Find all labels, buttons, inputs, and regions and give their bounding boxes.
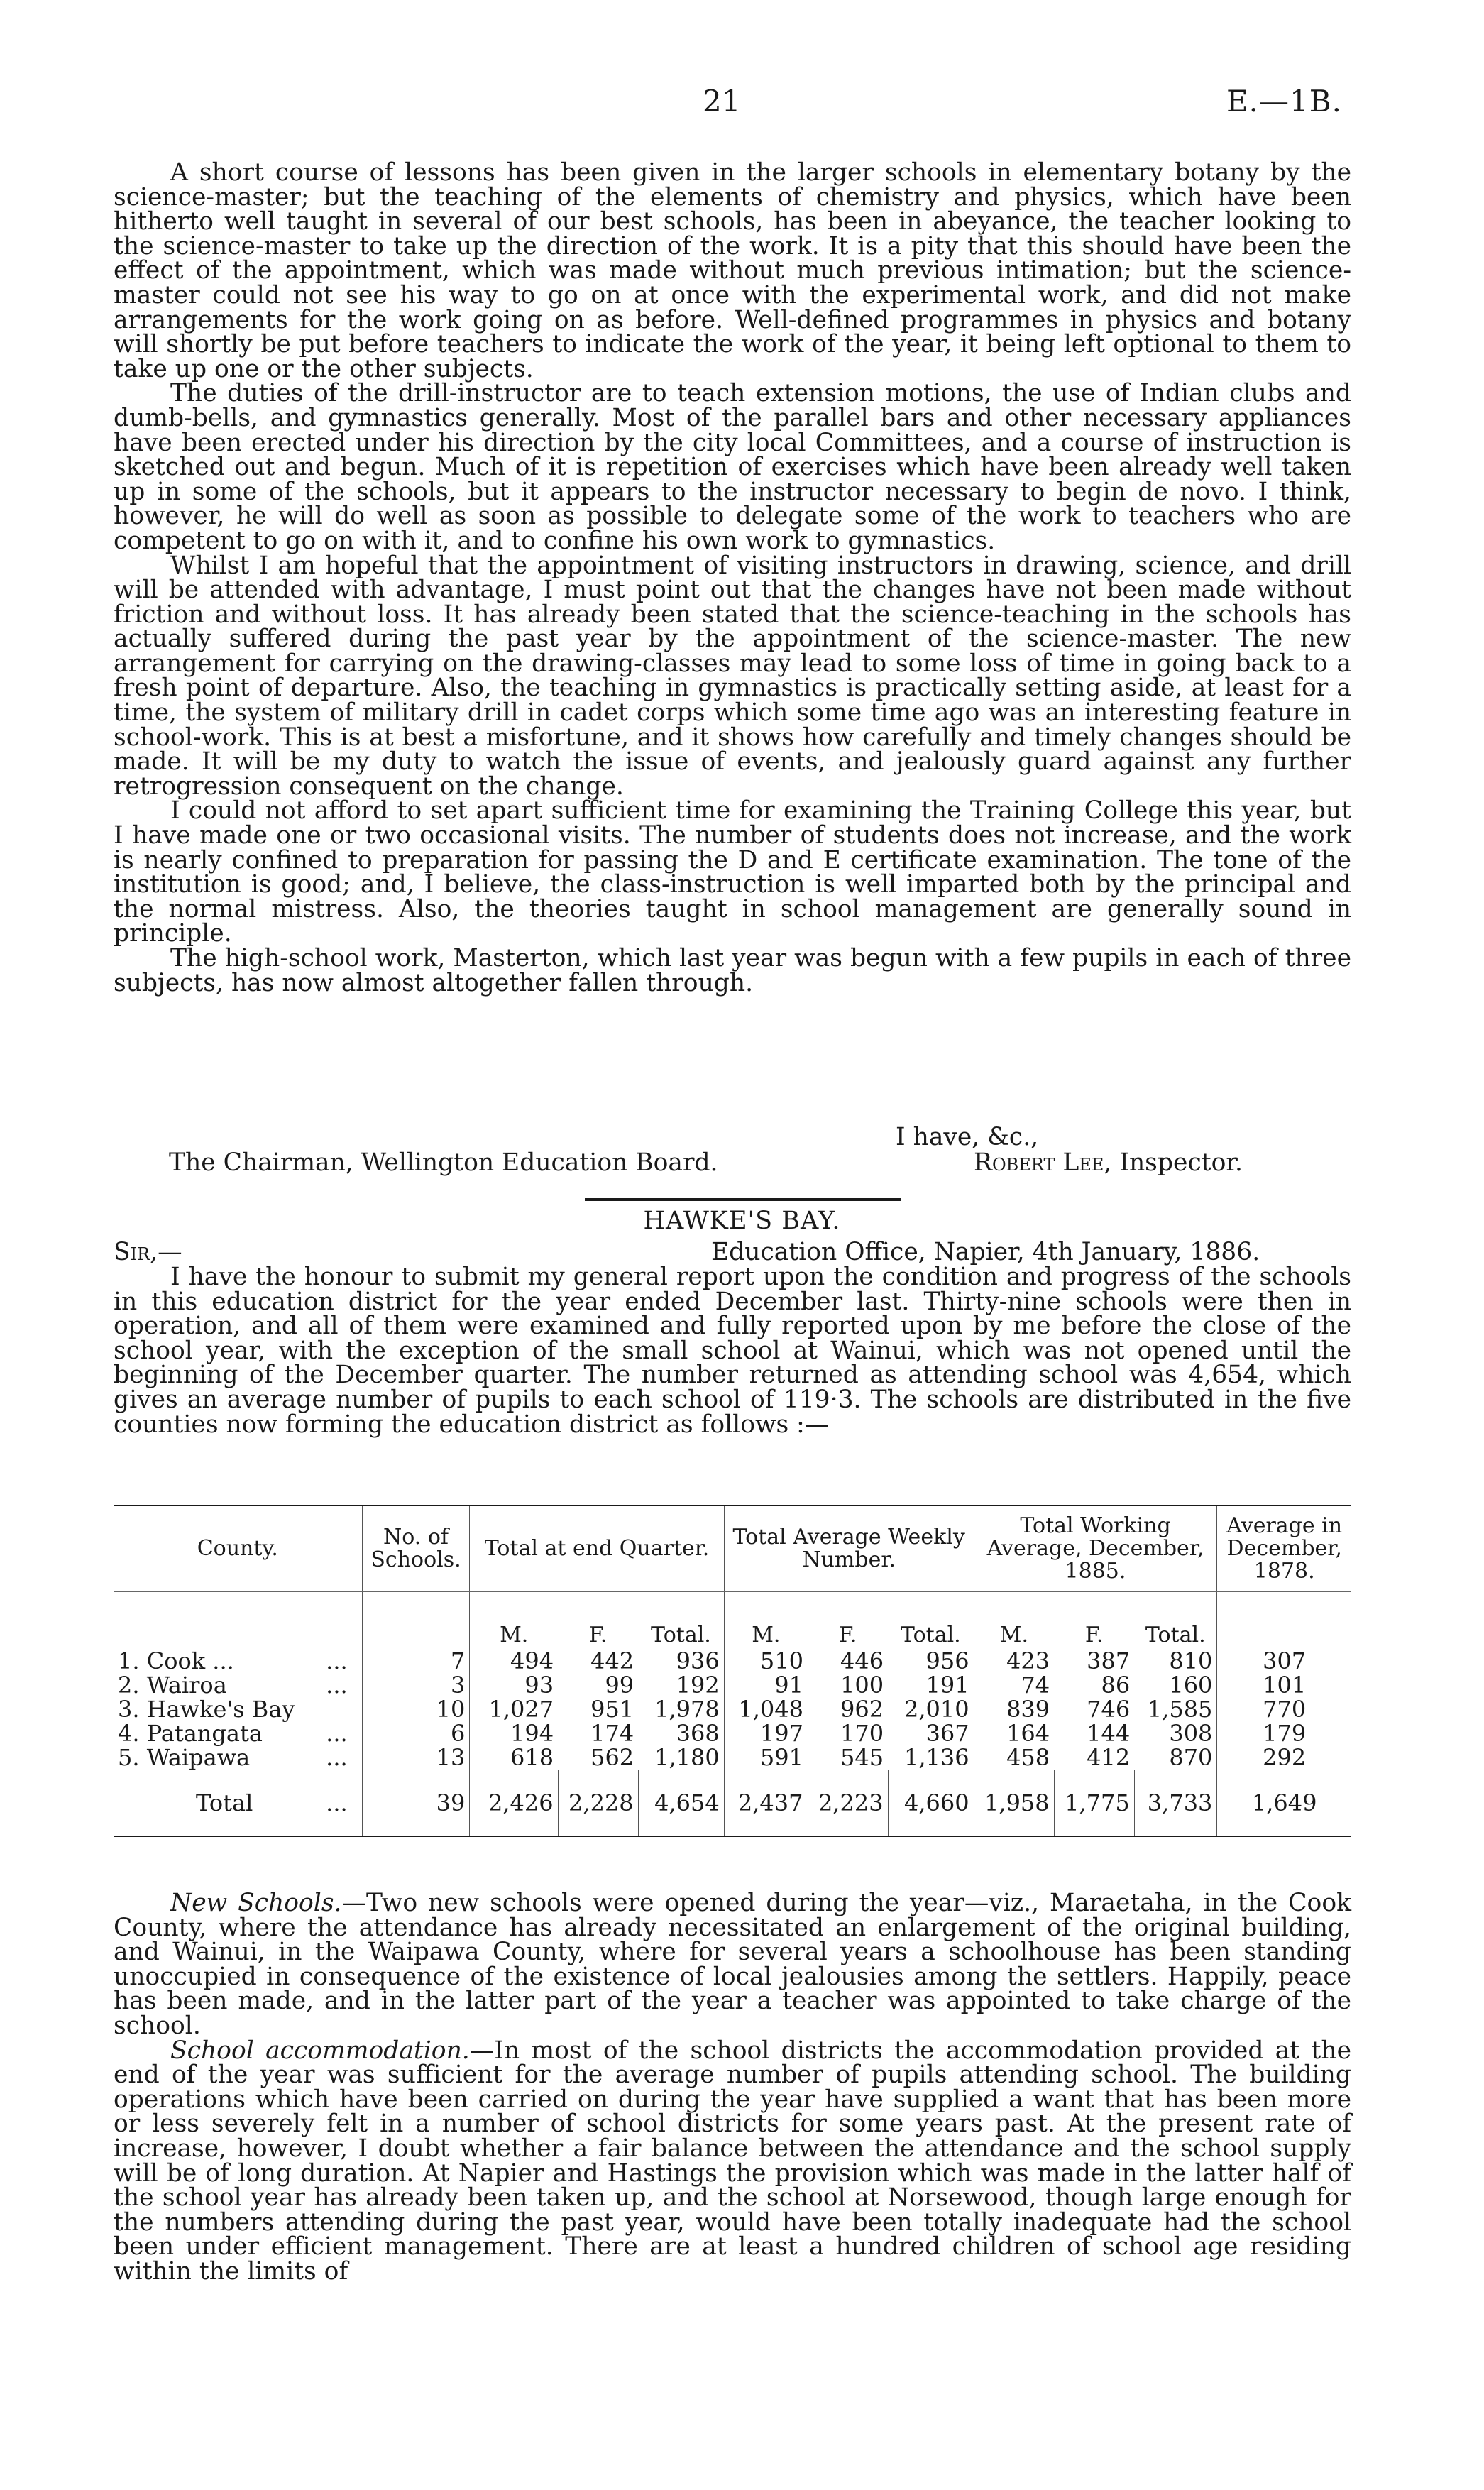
cell-average-1878: 292 [1217, 1745, 1351, 1770]
total-quarter-f: 2,228 [558, 1770, 638, 1837]
leader-dots: ... [326, 1647, 348, 1674]
header-working-average: Total Working Average, December, 1885. [974, 1505, 1217, 1592]
total-working-f: 1,775 [1054, 1770, 1134, 1837]
table-row [114, 1697, 1351, 1721]
cell-weekly-m: 91 [724, 1673, 808, 1697]
cell-working-f: 746 [1087, 1696, 1131, 1723]
cell-quarter-m: 618 [470, 1745, 558, 1770]
cell-working-f: 144 [1087, 1720, 1131, 1747]
cell-working-f: 412 [1087, 1744, 1131, 1771]
leader-dots: ... [326, 1789, 348, 1816]
cell-average-1878: 101 [1217, 1673, 1351, 1697]
cell-quarter-m: 1,027 [470, 1697, 558, 1721]
leader-dots: ... [326, 1672, 348, 1699]
table-row [114, 1745, 1351, 1770]
page-number: 21 [703, 84, 741, 119]
cell-schools: 10 [362, 1697, 470, 1721]
cell-weekly-m: 510 [724, 1649, 808, 1673]
total-working-total: 3,733 [1134, 1770, 1217, 1837]
closing-salutation: I have, &c., [896, 1123, 1039, 1151]
paragraph-science-teaching: A short course of lessons has been given in the larger schools in elementary botany by the science-master; but the teaching of the elements of chemistry and physics, which have been hitherto well taught in several of our best schools, has been in abeyance, the teacher looking to the science-master to take up the direction of the work. It is a pity that this should have been the effect of the appointment, which was made without much previous intimation; but the science-master could not see his way to go on at once with the experimental work, and did not make arrangements for the work going on as before. Well-defined programmes in physics and botany will shortly be put before teachers to indicate the work of the year, it being left optional to them to take up one or the other subjects. [114, 158, 1351, 383]
table-row [114, 1649, 1351, 1673]
table-row [114, 1673, 1351, 1697]
cell-quarter-total: 1,978 [654, 1696, 720, 1723]
subheader-m: M. [974, 1592, 1054, 1650]
total-weekly-f: 2,223 [808, 1770, 888, 1837]
cell-working-m: 839 [974, 1697, 1054, 1721]
cell-weekly-f: 100 [840, 1672, 884, 1699]
table-row [114, 1721, 1351, 1745]
cell-schools: 7 [362, 1649, 470, 1673]
county-name: 5. Waipawa [118, 1744, 251, 1771]
signer-title: , Inspector. [1104, 1148, 1243, 1177]
cell-quarter-f: 951 [590, 1696, 634, 1723]
cell-quarter-total: 192 [676, 1672, 720, 1699]
total-average-1878: 1,649 [1217, 1770, 1351, 1837]
cell-working-total: 870 [1169, 1744, 1213, 1771]
paragraph-drill-instructor: The duties of the drill-instructor are to teach extension motions, the use of Indian clubs and dumb-bells, and gymnastics generally. Most of the parallel bars and other necessary appliances have been erected under his direction by the city local Committees, and a course of instruction is sketched out and begun. Much of it is repetition of exercises which have been already well taken up in some of the schools, but it appears to the instructor necessary to begin de novo. I think, however, he will do well as soon as possible to delegate some of the work to teachers who are competent to go on with it, and to confine his own work to gymnastics. [114, 379, 1351, 555]
subheader-m: M. [724, 1592, 808, 1650]
leader-dots: ... [326, 1720, 348, 1747]
table-subheader-row [114, 1592, 1351, 1650]
cell-working-total: 308 [1169, 1720, 1213, 1747]
cell-working-total: 810 [1169, 1647, 1213, 1674]
cell-schools: 13 [362, 1745, 470, 1770]
county-name: 1. Cook ... [118, 1647, 234, 1674]
salutation: Sir,— [114, 1238, 182, 1266]
cell-quarter-m: 494 [470, 1649, 558, 1673]
schools-table [114, 1505, 1351, 1837]
cell-working-total: 1,585 [1147, 1696, 1213, 1723]
total-weekly-total: 4,660 [888, 1770, 974, 1837]
text-school-accommodation: —In most of the school districts the accommodation provided at the end of the year was sufficient for the average number of pupils attending school. The building operations which have been carried on during the year have supplied a want that has been more or less severely felt in a number of school districts for some years past. At the present rate of increase, however, I doubt whether a fair balance between the attendance and the school supply will be of long duration. At Napier and Hastings the provision which was made in the latter half of the school year has already been taken up, and the school at Norsewood, though large enough for the numbers attending during the past year, would have been totally inadequate had the school been under efficient management. There are at least a hundred children of school age residing within the limits of [114, 2036, 1351, 2286]
total-quarter-m: 2,426 [470, 1770, 558, 1837]
cell-quarter-total: 368 [676, 1720, 720, 1747]
addressee: The Chairman, Wellington Education Board. [169, 1148, 718, 1177]
header-average-1878: Average in December, 1878. [1217, 1505, 1351, 1592]
heading-new-schools: New Schools. [170, 1889, 342, 1917]
cell-average-1878: 307 [1217, 1649, 1351, 1673]
cell-weekly-f: 446 [840, 1647, 884, 1674]
subheader-m: M. [470, 1592, 558, 1650]
paragraph-high-school: The high-school work, Masterton, which last year was begun with a few pupils in each of three subjects, has now almost altogether fallen through. [114, 944, 1351, 997]
cell-weekly-total: 2,010 [903, 1696, 969, 1723]
cell-weekly-total: 1,136 [903, 1744, 969, 1771]
header-weekly: Total Average Weekly Number. [724, 1505, 974, 1592]
document-reference: E.—1B. [1226, 84, 1342, 119]
cell-working-m: 164 [974, 1721, 1054, 1745]
cell-quarter-total: 1,180 [654, 1744, 720, 1771]
table-total-row [114, 1770, 1351, 1837]
paragraph-training-college: I could not afford to set apart sufficient time for examining the Training College this year, but I have made one or two occasional visits. The number of students does not increase, and the work is nearly confined to preparation for passing the D and E certificate examination. The tone of the institution is good; and, I believe, the class-instruction is well imparted both by the principal and the normal mistress. Also, the theories taught in school management are generally sound in principle. [114, 796, 1351, 948]
cell-quarter-f: 442 [590, 1647, 634, 1674]
cell-schools: 3 [362, 1673, 470, 1697]
header-county: County. [114, 1505, 362, 1592]
total-working-m: 1,958 [974, 1770, 1054, 1837]
dateline: Education Office, Napier, 4th January, 1886. [711, 1238, 1260, 1266]
signature [974, 1148, 1243, 1177]
cell-average-1878: 179 [1217, 1721, 1351, 1745]
cell-quarter-m: 93 [470, 1673, 558, 1697]
cell-working-m: 74 [974, 1673, 1054, 1697]
county-name: 4. Patangata [118, 1720, 263, 1747]
total-schools: 39 [362, 1770, 470, 1837]
total-weekly-m: 2,437 [724, 1770, 808, 1837]
cell-schools: 6 [362, 1721, 470, 1745]
section-title: HAWKE'S BAY. [643, 1207, 841, 1235]
subheader-f: F. [1084, 1622, 1104, 1647]
signer-name: Robert Lee [974, 1148, 1104, 1177]
cell-working-m: 423 [974, 1649, 1054, 1673]
cell-quarter-f: 99 [605, 1672, 634, 1699]
cell-weekly-m: 591 [724, 1745, 808, 1770]
paragraph-new-schools [114, 1891, 1351, 2039]
hawkes-bay-opening [114, 1265, 1351, 1437]
paragraph-opening: I have the honour to submit my general report upon the condition and progress of the schools in this education district for the year ended December last. Thirty-nine schools were then in operation, and all of them were examined and fully reported upon by me before the close of the school year, with the exception of the small school at Wainui, which was not opened until the beginning of the December quarter. The number returned as attending school was 4,654, which gives an average number of pupils to each school of 119·3. The schools are distributed in the five counties now forming the education district as follows :— [114, 1263, 1351, 1439]
subheader-f: F. [838, 1622, 857, 1647]
cell-working-f: 86 [1101, 1672, 1131, 1699]
cell-weekly-f: 545 [840, 1744, 884, 1771]
hawkes-bay-closing [114, 1891, 1351, 2284]
county-name: 3. Hawke's Bay [118, 1696, 295, 1723]
cell-weekly-m: 1,048 [724, 1697, 808, 1721]
cell-average-1878: 770 [1217, 1697, 1351, 1721]
heading-school-accommodation: School accommodation. [170, 2036, 470, 2065]
cell-working-f: 387 [1087, 1647, 1131, 1674]
header-schools: No. of Schools. [362, 1505, 470, 1592]
total-label: Total [196, 1789, 253, 1816]
subheader-total: Total. [900, 1622, 961, 1647]
cell-weekly-total: 367 [925, 1720, 969, 1747]
subheader-f: F. [588, 1622, 608, 1647]
cell-quarter-f: 174 [590, 1720, 634, 1747]
text-new-schools: —Two new schools were opened during the year—viz., Maraetaha, in the Cook County, where the attendance has already necessitated an enlargement of the original building, and Wainui, in the Waipawa County, where for several years a schoolhouse has been standing unoccupied in consequence of the existence of local jealousies among the settlers. Happily, peace has been made, and in the latter part of the year a teacher was appointed to take charge of the school. [114, 1889, 1351, 2040]
header-total-quarter: Total at end Quarter. [470, 1505, 724, 1592]
section-divider [585, 1198, 901, 1201]
leader-dots: ... [326, 1744, 348, 1771]
cell-quarter-f: 562 [590, 1744, 634, 1771]
subheader-total: Total. [1145, 1622, 1206, 1647]
cell-working-total: 160 [1169, 1672, 1213, 1699]
county-name: 2. Wairoa [118, 1672, 227, 1699]
subheader-total: Total. [651, 1622, 711, 1647]
total-quarter-total: 4,654 [638, 1770, 724, 1837]
cell-weekly-f: 962 [840, 1696, 884, 1723]
cell-quarter-total: 936 [676, 1647, 720, 1674]
cell-working-m: 458 [974, 1745, 1054, 1770]
cell-weekly-m: 197 [724, 1721, 808, 1745]
wellington-report-body [114, 160, 1351, 995]
paragraph-school-accommodation [114, 2036, 1351, 2286]
paragraph-visiting-instructors: Whilst I am hopeful that the appointment of visiting instructors in drawing, science, and drill will be attended with advantage, I must point out that the changes have not been made without friction and without loss. It has already been stated that the science-teaching in the schools has actually suffered during the past year by the appointment of the science-master. The new arrangement for carrying on the drawing-classes may lead to some loss of time in going back to a fresh point of departure. Also, the teaching in gymnastics is practically setting aside, at least for a time, the system of military drill in cadet corps which some time ago was an interesting feature in school-work. This is at best a misfortune, and it shows how carefully and timely changes should be made. It will be my duty to watch the issue of events, and jealously guard against any further retrogression consequent on the change. [114, 551, 1351, 801]
cell-weekly-total: 956 [925, 1647, 969, 1674]
cell-weekly-total: 191 [925, 1672, 969, 1699]
cell-quarter-m: 194 [470, 1721, 558, 1745]
cell-weekly-f: 170 [840, 1720, 884, 1747]
table-header-row [114, 1505, 1351, 1592]
